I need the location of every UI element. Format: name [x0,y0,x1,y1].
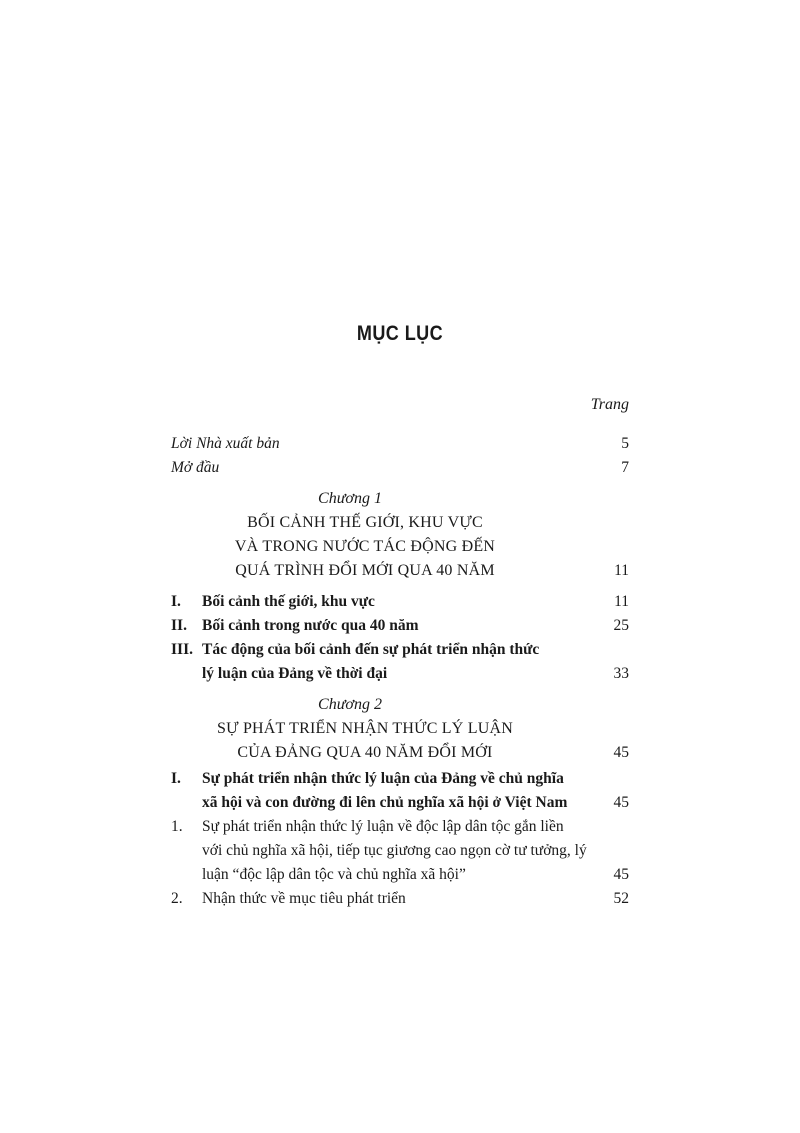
section-title-continued: lý luận của Đảng về thời đại [202,665,388,682]
section-title-continued: xã hội và con đường đi lên chủ nghĩa xã hội ở Việt Nam [202,794,568,811]
section-title: Sự phát triển nhận thức lý luận của Đảng về chủ nghĩa [202,770,564,787]
toc-entry-label: Lời Nhà xuất bản [171,435,280,452]
subsection-number: 1. [171,818,183,835]
chapter-title-line: QUÁ TRÌNH ĐỔI MỚI QUA 40 NĂM [235,562,495,579]
chapter-title-line: BỐI CẢNH THẾ GIỚI, KHU VỰC [247,514,483,531]
subsection-title: Nhận thức về mục tiêu phát triển [202,890,406,907]
toc-entry[interactable] [171,432,629,456]
toc-entry[interactable] [171,456,629,480]
section-number: I. [171,593,181,610]
toc-subsection-continued[interactable] [171,839,629,863]
chapter-label: Chương 1 [318,490,382,507]
subsection-title: Sự phát triển nhận thức lý luận về độc lập dân tộc gắn liền [202,818,564,835]
section-number: I. [171,770,181,787]
toc-section[interactable] [171,590,629,614]
chapter-label: Chương 2 [318,696,382,713]
section-title: Bối cảnh thế giới, khu vực [202,593,375,610]
toc-subsection-continued[interactable] [171,863,629,887]
chapter-title-line: CỦA ĐẢNG QUA 40 NĂM ĐỔI MỚI [237,744,493,761]
toc-entry-page: 5 [621,435,629,452]
toc-entry-page: 7 [621,459,629,476]
chapter-page: 45 [613,744,629,761]
page-column-header: Trang [590,396,629,413]
toc-subsection[interactable] [171,887,629,911]
toc-section[interactable] [171,614,629,638]
chapter-title-line: VÀ TRONG NƯỚC TÁC ĐỘNG ĐẾN [234,538,496,555]
subsection-title-continued: với chủ nghĩa xã hội, tiếp tục giương cao ngọn cờ tư tưởng, lý [202,842,587,859]
subsection-page: 45 [613,866,629,883]
section-title: Bối cảnh trong nước qua 40 năm [202,617,419,634]
section-title: Tác động của bối cảnh đến sự phát triển nhận thức [202,641,540,658]
section-number: III. [171,641,193,658]
chapter-page: 11 [614,562,629,579]
toc-section[interactable] [171,767,629,791]
toc-section-continued[interactable] [171,791,629,815]
section-page: 25 [613,617,629,634]
toc-entry-label: Mở đầu [171,459,220,476]
chapter-title-line: SỰ PHÁT TRIỂN NHẬN THỨC LÝ LUẬN [217,720,513,737]
toc-subsection[interactable] [171,815,629,839]
subsection-title-continued: luận “độc lập dân tộc và chủ nghĩa xã hội” [202,866,466,883]
section-page: 33 [613,665,629,682]
toc-section-continued[interactable] [171,662,629,686]
toc-section[interactable] [171,638,629,662]
section-page: 45 [613,794,629,811]
subsection-page: 52 [613,890,629,907]
subsection-number: 2. [171,890,183,907]
section-number: II. [171,617,187,634]
page-title: MỤC LỤC [356,322,444,345]
section-page: 11 [614,593,629,610]
